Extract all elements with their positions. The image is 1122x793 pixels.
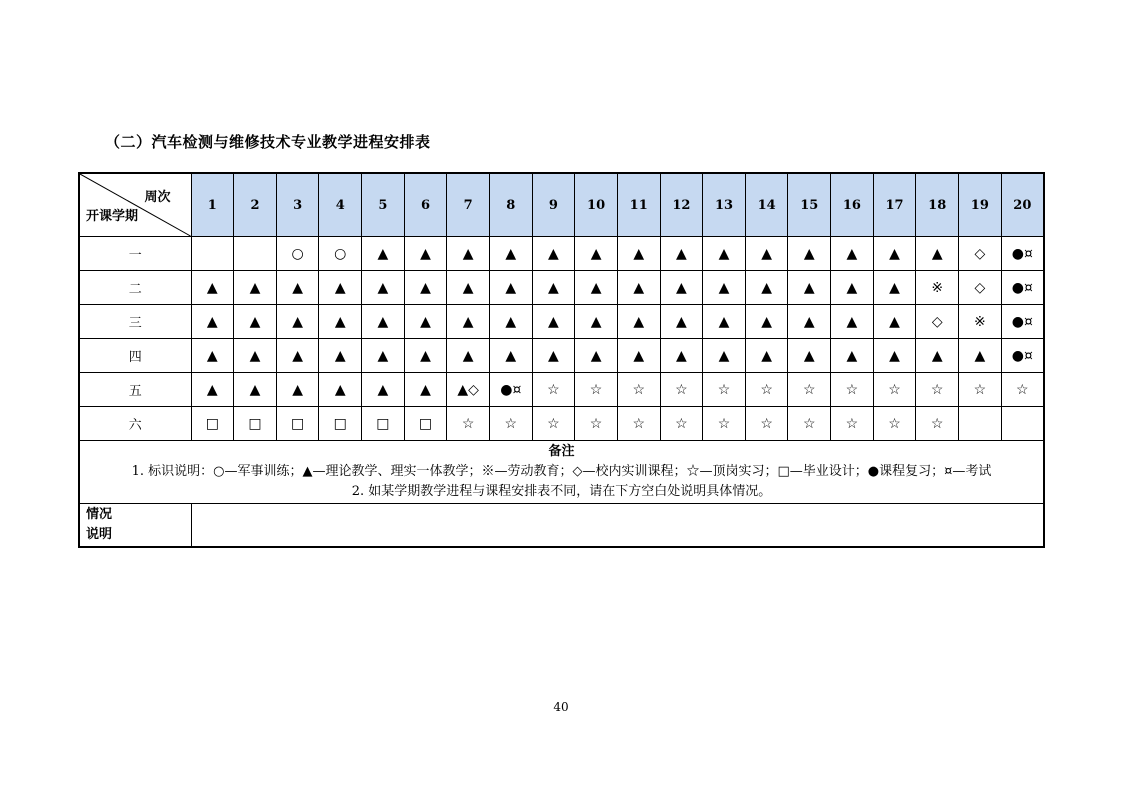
page-number: 40 [553,700,569,714]
schedule-cell: ☆ [873,373,916,407]
week-header-cell: 16 [831,173,874,237]
situation-row [79,504,1044,548]
schedule-cell: ◇ [959,271,1002,305]
schedule-cell: ▲ [276,305,319,339]
schedule-cell: ☆ [575,407,618,441]
schedule-cell: ▲ [916,339,959,373]
table-row [79,237,1044,271]
schedule-cell: ▲ [745,237,788,271]
schedule-cell: ▲ [703,305,746,339]
semester-cell: 三 [79,305,191,339]
schedule-cell: ▲ [959,339,1002,373]
schedule-cell: ☆ [575,373,618,407]
header-row [79,173,1044,237]
schedule-cell: ▲ [191,271,234,305]
schedule-cell: ☆ [788,407,831,441]
schedule-cell: ○ [276,237,319,271]
schedule-cell [959,407,1002,441]
schedule-cell [191,237,234,271]
week-header-cell: 11 [617,173,660,237]
schedule-cell: ▲ [660,305,703,339]
schedule-cell: ◇ [959,237,1002,271]
schedule-cell: ※ [916,271,959,305]
schedule-cell: ▲ [703,271,746,305]
schedule-cell: ☆ [447,407,490,441]
schedule-cell: ▲ [404,373,447,407]
schedule-cell: ▲ [617,305,660,339]
week-header-cell: 3 [276,173,319,237]
table-row [79,373,1044,407]
semester-cell: 五 [79,373,191,407]
semester-axis-label: 开课学期 [86,209,139,224]
schedule-cell: ▲ [788,271,831,305]
schedule-cell: ▲ [447,305,490,339]
week-header-cell: 6 [404,173,447,237]
schedule-cell: ▲ [873,271,916,305]
schedule-cell: ☆ [703,373,746,407]
semester-cell: 四 [79,339,191,373]
schedule-cell: ●¤ [1001,271,1044,305]
schedule-cell: ▲ [788,237,831,271]
schedule-cell: ▲ [404,271,447,305]
schedule-cell: ▲ [617,271,660,305]
schedule-cell: ▲ [362,237,405,271]
schedule-cell: ▲ [831,271,874,305]
table-row [79,305,1044,339]
week-header-cell: 8 [489,173,532,237]
schedule-cell: ▲ [873,237,916,271]
schedule-cell: ▲ [362,339,405,373]
schedule-cell: ▲ [489,339,532,373]
schedule-cell: ◇ [916,305,959,339]
week-header-cell: 13 [703,173,746,237]
schedule-cell: ▲ [745,339,788,373]
table-row [79,339,1044,373]
schedule-cell: ▲ [404,305,447,339]
schedule-cell: ▲ [788,305,831,339]
schedule-cell: ▲ [916,237,959,271]
schedule-cell: ☆ [831,407,874,441]
schedule-cell: ●¤ [1001,305,1044,339]
schedule-cell: ▲ [319,339,362,373]
schedule-cell: ☆ [788,373,831,407]
schedule-cell: ▲ [575,271,618,305]
schedule-cell: ▲ [191,339,234,373]
week-header-cell: 18 [916,173,959,237]
schedule-cell: ▲ [532,271,575,305]
schedule-cell: □ [234,407,277,441]
schedule-cell: ▲ [703,237,746,271]
schedule-cell: ☆ [916,373,959,407]
schedule-cell: ▲ [660,237,703,271]
schedule-cell: ▲ [447,339,490,373]
schedule-cell: □ [276,407,319,441]
week-header-cell: 17 [873,173,916,237]
schedule-table [78,172,1045,548]
schedule-cell: □ [191,407,234,441]
schedule-cell: □ [319,407,362,441]
schedule-cell: ☆ [916,407,959,441]
schedule-cell: ▲ [234,339,277,373]
schedule-cell: ▲ [660,271,703,305]
schedule-cell: ☆ [489,407,532,441]
semester-cell: 二 [79,271,191,305]
schedule-cell: ▲ [575,237,618,271]
schedule-cell: ▲ [234,271,277,305]
schedule-cell: ▲ [191,305,234,339]
semester-cell: 一 [79,237,191,271]
schedule-cell: ☆ [1001,373,1044,407]
schedule-cell: ○ [319,237,362,271]
schedule-cell: ▲ [447,271,490,305]
schedule-cell: ▲ [532,237,575,271]
week-header-cell: 15 [788,173,831,237]
schedule-cell: ▲ [575,339,618,373]
schedule-cell: ▲ [362,305,405,339]
schedule-cell: ☆ [703,407,746,441]
schedule-cell: ▲ [532,339,575,373]
schedule-cell: ▲ [362,271,405,305]
schedule-cell: ▲ [831,305,874,339]
schedule-cell: ▲ [404,339,447,373]
schedule-cell: ▲ [489,271,532,305]
schedule-cell: ▲ [660,339,703,373]
schedule-cell [1001,407,1044,441]
schedule-cell: ▲◇ [447,373,490,407]
page-title: （二）汽车检测与维修技术专业教学进程安排表 [105,133,431,151]
week-axis-label: 周次 [144,190,171,205]
situation-input-cell[interactable] [191,504,1044,548]
schedule-cell: ▲ [617,237,660,271]
schedule-cell: ▲ [319,373,362,407]
schedule-cell: ●¤ [1001,339,1044,373]
schedule-cell: ●¤ [1001,237,1044,271]
schedule-cell: ☆ [660,373,703,407]
schedule-cell: ▲ [788,339,831,373]
schedule-cell: ▲ [703,339,746,373]
schedule-cell: ☆ [660,407,703,441]
corner-header-cell [79,173,191,237]
schedule-cell: ▲ [191,373,234,407]
situation-label-cell [79,504,191,548]
schedule-cell: ▲ [831,237,874,271]
week-header-cell: 14 [745,173,788,237]
schedule-cell: ☆ [617,407,660,441]
schedule-cell: ☆ [745,407,788,441]
schedule-cell: ☆ [532,407,575,441]
schedule-cell: ☆ [831,373,874,407]
schedule-cell: ▲ [745,271,788,305]
schedule-cell: □ [404,407,447,441]
schedule-cell: ▲ [319,305,362,339]
schedule-cell: ▲ [447,237,490,271]
schedule-cell: ☆ [873,407,916,441]
schedule-cell: ▲ [362,373,405,407]
notes-line: 1. 标识说明：○—军事训练；▲—理论教学、理实一体教学；※—劳动教育；◇—校内实训课程；☆—顶岗实习；□—毕业设计；●课程复习；¤—考试 [131,464,992,479]
schedule-cell: ▲ [404,237,447,271]
week-header-cell: 7 [447,173,490,237]
schedule-cell: ▲ [276,373,319,407]
schedule-cell: ▲ [319,271,362,305]
week-header-cell: 1 [191,173,234,237]
week-header-cell: 12 [660,173,703,237]
table-row [79,407,1044,441]
schedule-cell: ☆ [745,373,788,407]
notes-title: 备注 [548,444,575,459]
notes-row [79,441,1044,504]
schedule-cell: ▲ [234,373,277,407]
schedule-cell [234,237,277,271]
week-header-cell: 2 [234,173,277,237]
schedule-cell: ▲ [489,305,532,339]
schedule-cell: ▲ [575,305,618,339]
week-header-cell: 9 [532,173,575,237]
week-header-cell: 10 [575,173,618,237]
week-header-cell: 20 [1001,173,1044,237]
schedule-cell: ☆ [959,373,1002,407]
week-header-cell: 4 [319,173,362,237]
schedule-cell: ▲ [489,237,532,271]
schedule-cell: ▲ [745,305,788,339]
schedule-cell: ▲ [831,339,874,373]
schedule-cell: ▲ [276,271,319,305]
schedule-cell: ☆ [617,373,660,407]
schedule-cell: ▲ [873,339,916,373]
week-header-cell: 5 [362,173,405,237]
schedule-cell: ●¤ [489,373,532,407]
schedule-cell: □ [362,407,405,441]
schedule-cell: ▲ [532,305,575,339]
schedule-cell: ☆ [532,373,575,407]
situation-label: 说明 [86,527,113,542]
table-row [79,271,1044,305]
schedule-cell: ▲ [276,339,319,373]
notes-cell [79,441,1044,504]
notes-line: 2. 如某学期教学进程与课程安排表不同，请在下方空白处说明具体情况。 [351,484,772,499]
week-header-cell: 19 [959,173,1002,237]
schedule-cell: ▲ [873,305,916,339]
schedule-cell: ▲ [617,339,660,373]
semester-cell: 六 [79,407,191,441]
situation-label: 情况 [86,507,113,522]
schedule-cell: ▲ [234,305,277,339]
schedule-cell: ※ [959,305,1002,339]
